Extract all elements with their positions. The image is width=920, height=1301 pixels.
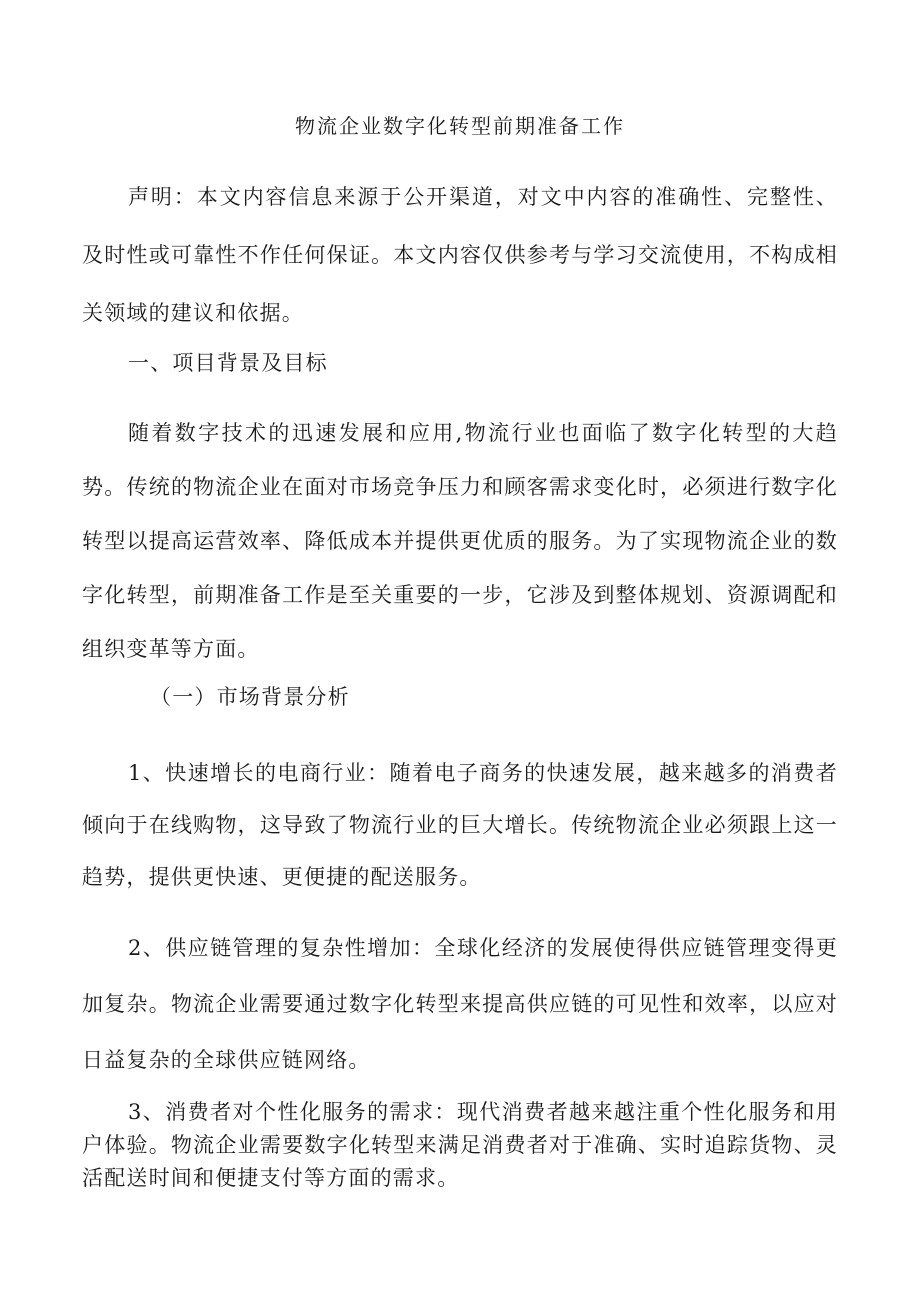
subsection-heading: （一）市场背景分析 <box>150 685 350 709</box>
intro-paragraph: 随着数字技术的迅速发展和应用,物流行业也面临了数字化转型的大趋势。传统的物流企业在面对市场竞争压力和顾客需求变化时，必须进行数字化转型以提高运营效率、降低成本并提供更优质的服务。为了实现物流企业的数字化转型，前期准备工作是至关重要的一步，它涉及到整体规划、资源调配和组织变革等方面。 <box>82 421 838 661</box>
document-title: 物流企业数字化转型前期准备工作 <box>295 114 625 138</box>
disclaimer-paragraph: 声明：本文内容信息来源于公开渠道，对文中内容的准确性、完整性、及时性或可靠性不作任何保证。本文内容仅供参考与学习交流使用，不构成相关领域的建议和依据。 <box>82 185 838 325</box>
list-item: 3、消费者对个性化服务的需求：现代消费者越来越注重个性化服务和用户体验。物流企业需要数字化转型来满足消费者对于准确、实时追踪货物、灵活配送时间和便捷支付等方面的需求。 <box>82 1100 838 1190</box>
list-item: 2、供应链管理的复杂性增加：全球化经济的发展使得供应链管理变得更加复杂。物流企业需要通过数字化转型来提高供应链的可见性和效率，以应对日益复杂的全球供应链网络。 <box>82 936 838 1072</box>
section-heading: 一、项目背景及目标 <box>128 351 328 375</box>
list-item: 1、快速增长的电商行业：随着电子商务的快速发展，越来越多的消费者倾向于在线购物，这导致了物流行业的巨大增长。传统物流企业必须跟上这一趋势，提供更快速、更便捷的配送服务。 <box>82 761 838 889</box>
